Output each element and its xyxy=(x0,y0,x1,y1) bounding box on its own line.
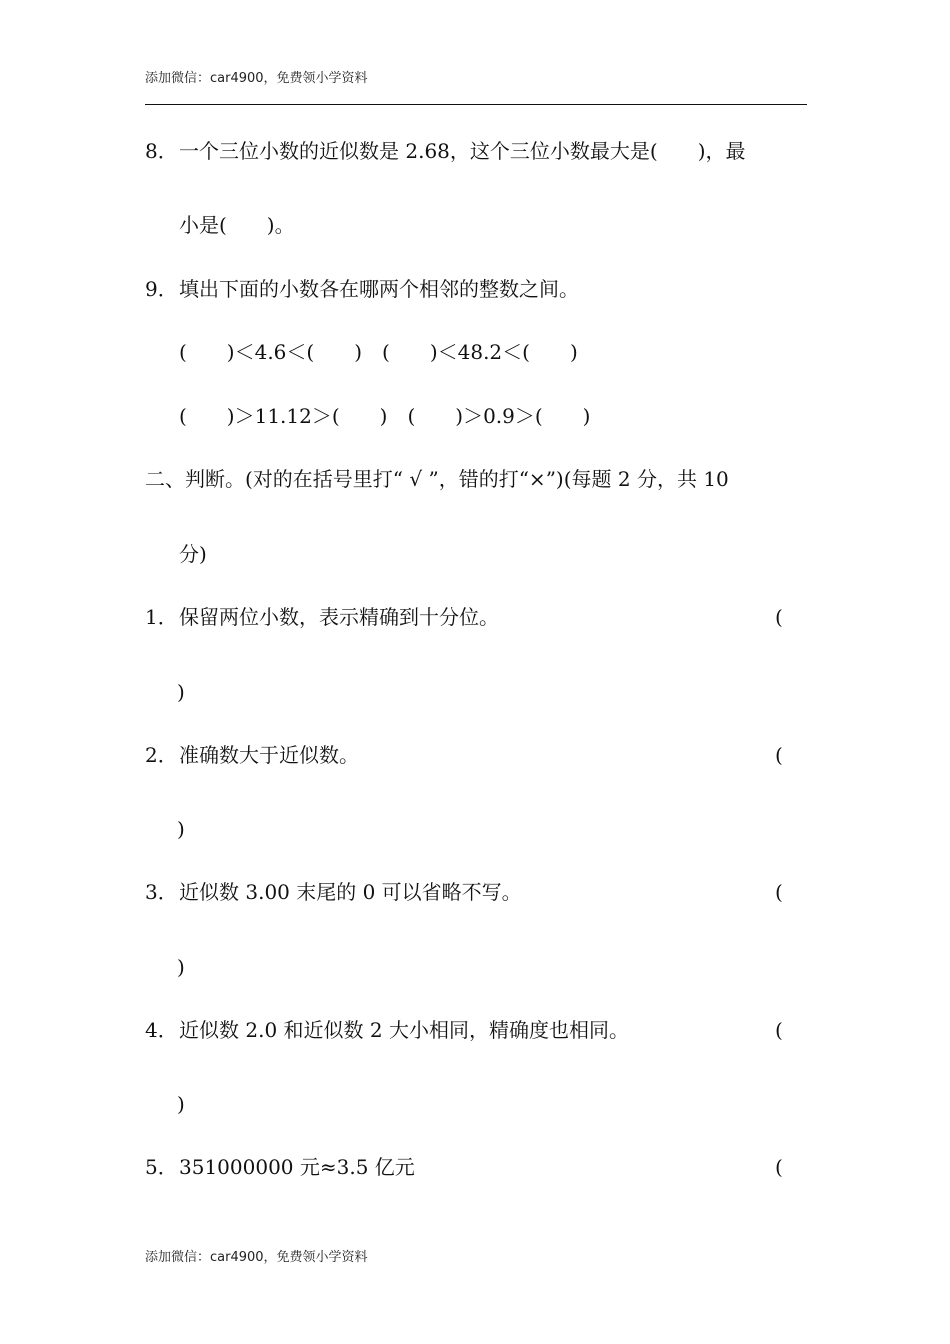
q9-row1: ( )＜4.6＜( ) ( )＜48.2＜( ) xyxy=(179,340,578,364)
q9-row2: ( )＞11.12＞( ) ( )＞0.9＞( ) xyxy=(179,404,591,428)
header-note: 添加微信：car4900，免费领小学资料 xyxy=(145,71,368,86)
judgment-4-answer-close: ) xyxy=(177,1092,185,1116)
q8-line1: 一个三位小数的近似数是 2.68，这个三位小数最大是( )，最 xyxy=(179,139,746,163)
q8-number: 8． xyxy=(145,139,178,163)
judgment-5-answer-open[interactable]: ( xyxy=(775,1155,783,1179)
judgment-5-text: 351000000 元≈3.5 亿元 xyxy=(179,1155,415,1179)
judgment-3-answer-close: ) xyxy=(177,955,185,979)
judgment-4-answer-open[interactable]: ( xyxy=(775,1018,783,1042)
q9-text: 填出下面的小数各在哪两个相邻的整数之间。 xyxy=(179,277,579,301)
judgment-1-text: 保留两位小数，表示精确到十分位。 xyxy=(179,605,499,629)
judgment-4-text: 近似数 2.0 和近似数 2 大小相同，精确度也相同。 xyxy=(179,1018,629,1042)
judgment-1-answer-open[interactable]: ( xyxy=(775,605,783,629)
judgment-2-answer-open[interactable]: ( xyxy=(775,743,783,767)
judgment-2-text: 准确数大于近似数。 xyxy=(179,743,359,767)
judgment-3-text: 近似数 3.00 末尾的 0 可以省略不写。 xyxy=(179,880,522,904)
judgment-4-number: 4． xyxy=(145,1018,178,1042)
judgment-2-number: 2． xyxy=(145,743,178,767)
judgment-1-number: 1． xyxy=(145,605,178,629)
judgment-5-number: 5． xyxy=(145,1155,178,1179)
section2-heading-line2: 分) xyxy=(179,542,207,566)
section2-heading-line1: 二、判断。(对的在括号里打“ √ ”，错的打“×”)(每题 2 分，共 10 xyxy=(145,467,729,491)
footer-note: 添加微信：car4900，免费领小学资料 xyxy=(145,1250,368,1265)
judgment-3-number: 3． xyxy=(145,880,178,904)
q9-number: 9． xyxy=(145,277,178,301)
header-divider xyxy=(145,104,807,105)
judgment-2-answer-close: ) xyxy=(177,817,185,841)
judgment-1-answer-close: ) xyxy=(177,680,185,704)
judgment-3-answer-open[interactable]: ( xyxy=(775,880,783,904)
q8-line2: 小是( )。 xyxy=(179,213,295,237)
